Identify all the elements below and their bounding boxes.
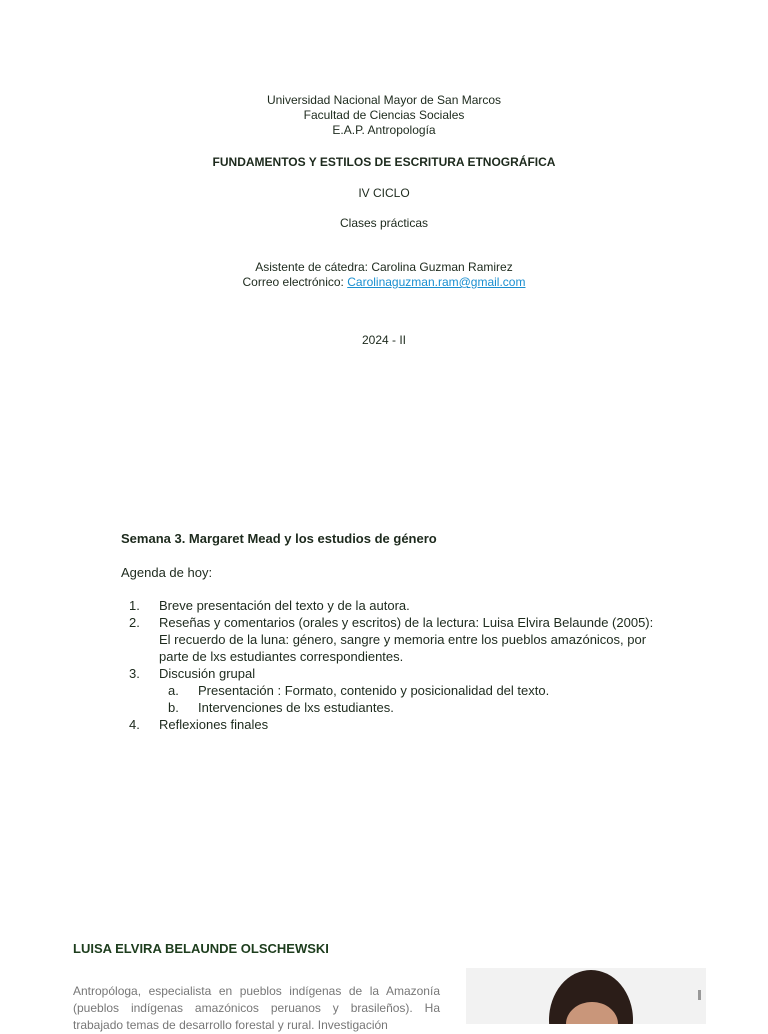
list-item xyxy=(121,597,661,614)
author-photo-illustration xyxy=(466,968,706,1024)
list-item-text: Reflexiones finales xyxy=(159,717,269,732)
agenda-list xyxy=(121,597,661,733)
email-link[interactable]: Carolinaguzman.ram@gmail.com xyxy=(347,275,526,289)
list-item-number: 1. xyxy=(129,598,140,613)
sub-list-item-letter: a. xyxy=(168,683,179,698)
course-title: FUNDAMENTOS Y ESTILOS DE ESCRITURA ETNOGRÁFICA xyxy=(212,155,556,169)
faculty-name: Facultad de Ciencias Sociales xyxy=(303,108,465,122)
sub-list-item xyxy=(159,682,661,699)
sub-list-item-text: Presentación : Formato, contenido y posicionalidad del texto. xyxy=(198,683,550,698)
school-name: E.A.P. Antropología xyxy=(332,123,436,137)
list-item-text: Reseñas y comentarios (orales y escritos) de la lectura: Luisa Elvira Belaunde (2005): El recuerdo de la luna: género, sangre y memoria entre los pueblos amazónicos, por parte de lxs estudiantes correspondientes. xyxy=(159,615,654,664)
sub-list-item-text: Intervenciones de lxs estudiantes. xyxy=(198,700,394,715)
list-item-text: Breve presentación del texto y de la autora. xyxy=(159,598,410,613)
cycle-label: IV CICLO xyxy=(358,186,410,200)
list-item xyxy=(121,665,661,716)
list-item-number: 2. xyxy=(129,615,140,630)
list-item-text: Discusión grupal xyxy=(159,666,256,681)
sub-list-item-letter: b. xyxy=(168,700,179,715)
agenda-label: Agenda de hoy: xyxy=(121,565,213,580)
week-title xyxy=(121,530,661,547)
contact-block xyxy=(0,260,768,290)
list-item-number: 4. xyxy=(129,717,140,732)
week-title-text: Semana 3. Margaret Mead y los estudios de género xyxy=(121,531,437,546)
email-label: Correo electrónico: xyxy=(242,275,344,289)
profile-description: Antropóloga, especialista en pueblos indígenas de la Amazonía (pueblos indígenas amazónicos peruanos y brasileños). Ha trabajado temas de desarrollo forestal y rural. Investigación xyxy=(73,984,440,1032)
class-type-label: Clases prácticas xyxy=(339,216,429,230)
sub-list-item xyxy=(159,699,661,716)
sub-list xyxy=(159,682,661,716)
author-photo xyxy=(466,968,706,1024)
list-item-number: 3. xyxy=(129,666,140,681)
profile-name: LUISA ELVIRA BELAUNDE OLSCHEWSKI xyxy=(73,941,329,956)
list-item xyxy=(121,614,661,665)
header-institution xyxy=(0,93,768,138)
email-line xyxy=(0,275,768,290)
list-item xyxy=(121,716,661,733)
term-label: 2024 - II xyxy=(361,333,407,347)
university-name: Universidad Nacional Mayor de San Marcos xyxy=(266,93,502,107)
agenda-list-items xyxy=(121,597,661,733)
assistant-name: Asistente de cátedra: Carolina Guzman Ramirez xyxy=(255,260,513,274)
